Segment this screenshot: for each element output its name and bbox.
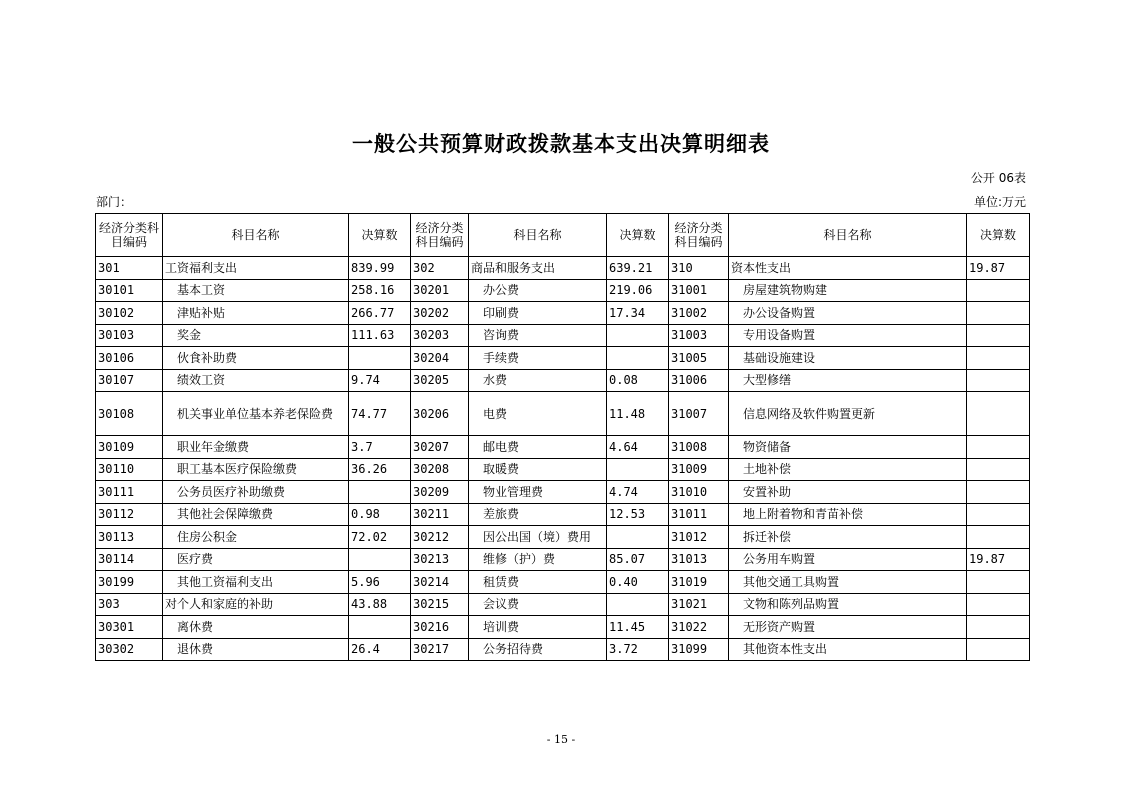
table-row [96,481,1030,504]
code-cell: 30103 [96,324,163,347]
table-row [96,571,1030,594]
page-number: - 15 - [546,733,576,746]
amount-cell [967,593,1030,616]
name-cell: 拆迁补偿 [729,526,967,549]
amount-cell: 19.87 [967,548,1030,571]
code-cell: 30102 [96,302,163,325]
amount-cell: 0.40 [607,571,669,594]
name-cell: 职工基本医疗保险缴费 [163,458,349,481]
name-cell: 租赁费 [469,571,607,594]
code-cell: 30205 [411,369,469,392]
amount-cell [607,593,669,616]
code-cell: 31013 [669,548,729,571]
amount-cell [967,302,1030,325]
code-cell: 31011 [669,503,729,526]
code-cell: 30107 [96,369,163,392]
amount-cell: 839.99 [349,257,411,280]
name-cell: 基本工资 [163,279,349,302]
amount-cell: 219.06 [607,279,669,302]
code-cell: 31003 [669,324,729,347]
name-cell: 住房公积金 [163,526,349,549]
amount-cell [967,369,1030,392]
code-cell: 30106 [96,347,163,370]
code-cell: 30208 [411,458,469,481]
code-cell: 31005 [669,347,729,370]
header-code: 经济分类科目编码 [96,214,163,257]
amount-cell [967,503,1030,526]
code-cell: 30201 [411,279,469,302]
name-cell: 办公设备购置 [729,302,967,325]
code-cell: 302 [411,257,469,280]
code-cell: 30207 [411,436,469,459]
name-cell: 会议费 [469,593,607,616]
table-row [96,458,1030,481]
header-name: 科目名称 [469,214,607,257]
amount-cell: 43.88 [349,593,411,616]
code-cell: 30202 [411,302,469,325]
name-cell: 医疗费 [163,548,349,571]
code-cell: 31008 [669,436,729,459]
code-cell: 31019 [669,571,729,594]
table-row [96,616,1030,639]
name-cell: 咨询费 [469,324,607,347]
name-cell: 信息网络及软件购置更新 [729,392,967,436]
header-amount: 决算数 [349,214,411,257]
amount-cell [967,347,1030,370]
code-cell: 30199 [96,571,163,594]
name-cell: 伙食补助费 [163,347,349,370]
code-cell: 30211 [411,503,469,526]
amount-cell: 74.77 [349,392,411,436]
code-cell: 31006 [669,369,729,392]
name-cell: 物业管理费 [469,481,607,504]
name-cell: 专用设备购置 [729,324,967,347]
name-cell: 因公出国（境）费用 [469,526,607,549]
code-cell: 30302 [96,638,163,661]
name-cell: 工资福利支出 [163,257,349,280]
amount-cell [967,392,1030,436]
amount-cell: 9.74 [349,369,411,392]
amount-cell [967,638,1030,661]
amount-cell [967,526,1030,549]
name-cell: 维修（护）费 [469,548,607,571]
amount-cell [967,458,1030,481]
name-cell: 离休费 [163,616,349,639]
amount-cell [607,458,669,481]
name-cell: 其他资本性支出 [729,638,967,661]
amount-cell: 266.77 [349,302,411,325]
table-row [96,593,1030,616]
table-row [96,302,1030,325]
header-amount: 决算数 [607,214,669,257]
header-name: 科目名称 [729,214,967,257]
code-cell: 30216 [411,616,469,639]
amount-cell: 639.21 [607,257,669,280]
code-cell: 30101 [96,279,163,302]
code-cell: 31002 [669,302,729,325]
form-number: 公开 06表 [970,171,1026,185]
name-cell: 退休费 [163,638,349,661]
code-cell: 30111 [96,481,163,504]
amount-cell [349,548,411,571]
amount-cell [607,526,669,549]
table-row [96,392,1030,436]
code-cell: 30109 [96,436,163,459]
department-label: 部门： [96,195,133,209]
name-cell: 培训费 [469,616,607,639]
amount-cell [967,616,1030,639]
amount-cell [967,279,1030,302]
amount-cell [607,347,669,370]
code-cell: 31021 [669,593,729,616]
name-cell: 资本性支出 [729,257,967,280]
name-cell: 文物和陈列品购置 [729,593,967,616]
header-amount: 决算数 [967,214,1030,257]
code-cell: 31012 [669,526,729,549]
unit-label: 单位:万元 [973,195,1026,209]
amount-cell [607,324,669,347]
code-cell: 31009 [669,458,729,481]
amount-cell: 4.64 [607,436,669,459]
table-row [96,503,1030,526]
code-cell: 30113 [96,526,163,549]
amount-cell: 0.08 [607,369,669,392]
amount-cell: 11.48 [607,392,669,436]
code-cell: 30209 [411,481,469,504]
amount-cell [349,481,411,504]
amount-cell: 19.87 [967,257,1030,280]
name-cell: 津贴补贴 [163,302,349,325]
name-cell: 安置补助 [729,481,967,504]
table-row [96,257,1030,280]
name-cell: 地上附着物和青苗补偿 [729,503,967,526]
table-row [96,548,1030,571]
table-row [96,347,1030,370]
code-cell: 31099 [669,638,729,661]
amount-cell: 12.53 [607,503,669,526]
name-cell: 电费 [469,392,607,436]
amount-cell: 26.4 [349,638,411,661]
code-cell: 30212 [411,526,469,549]
amount-cell [967,571,1030,594]
table-row [96,279,1030,302]
amount-cell [349,347,411,370]
name-cell: 办公费 [469,279,607,302]
name-cell: 手续费 [469,347,607,370]
name-cell: 其他工资福利支出 [163,571,349,594]
table-row [96,369,1030,392]
name-cell: 商品和服务支出 [469,257,607,280]
name-cell: 公务员医疗补助缴费 [163,481,349,504]
code-cell: 31010 [669,481,729,504]
name-cell: 差旅费 [469,503,607,526]
code-cell: 30114 [96,548,163,571]
amount-cell: 72.02 [349,526,411,549]
header-code: 经济分类科目编码 [669,214,729,257]
name-cell: 水费 [469,369,607,392]
code-cell: 31022 [669,616,729,639]
name-cell: 其他交通工具购置 [729,571,967,594]
name-cell: 基础设施建设 [729,347,967,370]
code-cell: 30213 [411,548,469,571]
code-cell: 30110 [96,458,163,481]
amount-cell: 4.74 [607,481,669,504]
page-title: 一般公共预算财政拨款基本支出决算明细表 [352,131,770,156]
table-row [96,526,1030,549]
amount-cell [967,436,1030,459]
name-cell: 房屋建筑物购建 [729,279,967,302]
code-cell: 30214 [411,571,469,594]
amount-cell: 5.96 [349,571,411,594]
header-row [96,214,1030,257]
name-cell: 公务招待费 [469,638,607,661]
amount-cell [967,324,1030,347]
code-cell: 31001 [669,279,729,302]
table-row [96,436,1030,459]
name-cell: 其他社会保障缴费 [163,503,349,526]
code-cell: 30204 [411,347,469,370]
code-cell: 303 [96,593,163,616]
name-cell: 土地补偿 [729,458,967,481]
name-cell: 职业年金缴费 [163,436,349,459]
expenditure-table [95,213,1030,661]
amount-cell [967,481,1030,504]
amount-cell: 36.26 [349,458,411,481]
name-cell: 大型修缮 [729,369,967,392]
amount-cell: 85.07 [607,548,669,571]
code-cell: 30108 [96,392,163,436]
code-cell: 30215 [411,593,469,616]
name-cell: 对个人和家庭的补助 [163,593,349,616]
name-cell: 物资储备 [729,436,967,459]
table-row [96,638,1030,661]
code-cell: 301 [96,257,163,280]
code-cell: 310 [669,257,729,280]
code-cell: 30112 [96,503,163,526]
amount-cell: 11.45 [607,616,669,639]
amount-cell: 3.7 [349,436,411,459]
code-cell: 31007 [669,392,729,436]
header-code: 经济分类科目编码 [411,214,469,257]
amount-cell: 17.34 [607,302,669,325]
amount-cell: 0.98 [349,503,411,526]
amount-cell: 3.72 [607,638,669,661]
name-cell: 机关事业单位基本养老保险费 [163,392,349,436]
name-cell: 取暖费 [469,458,607,481]
name-cell: 印刷费 [469,302,607,325]
amount-cell: 258.16 [349,279,411,302]
amount-cell [349,616,411,639]
table-row [96,324,1030,347]
code-cell: 30217 [411,638,469,661]
code-cell: 30206 [411,392,469,436]
name-cell: 绩效工资 [163,369,349,392]
header-name: 科目名称 [163,214,349,257]
code-cell: 30203 [411,324,469,347]
name-cell: 奖金 [163,324,349,347]
name-cell: 公务用车购置 [729,548,967,571]
code-cell: 30301 [96,616,163,639]
name-cell: 邮电费 [469,436,607,459]
name-cell: 无形资产购置 [729,616,967,639]
amount-cell: 111.63 [349,324,411,347]
